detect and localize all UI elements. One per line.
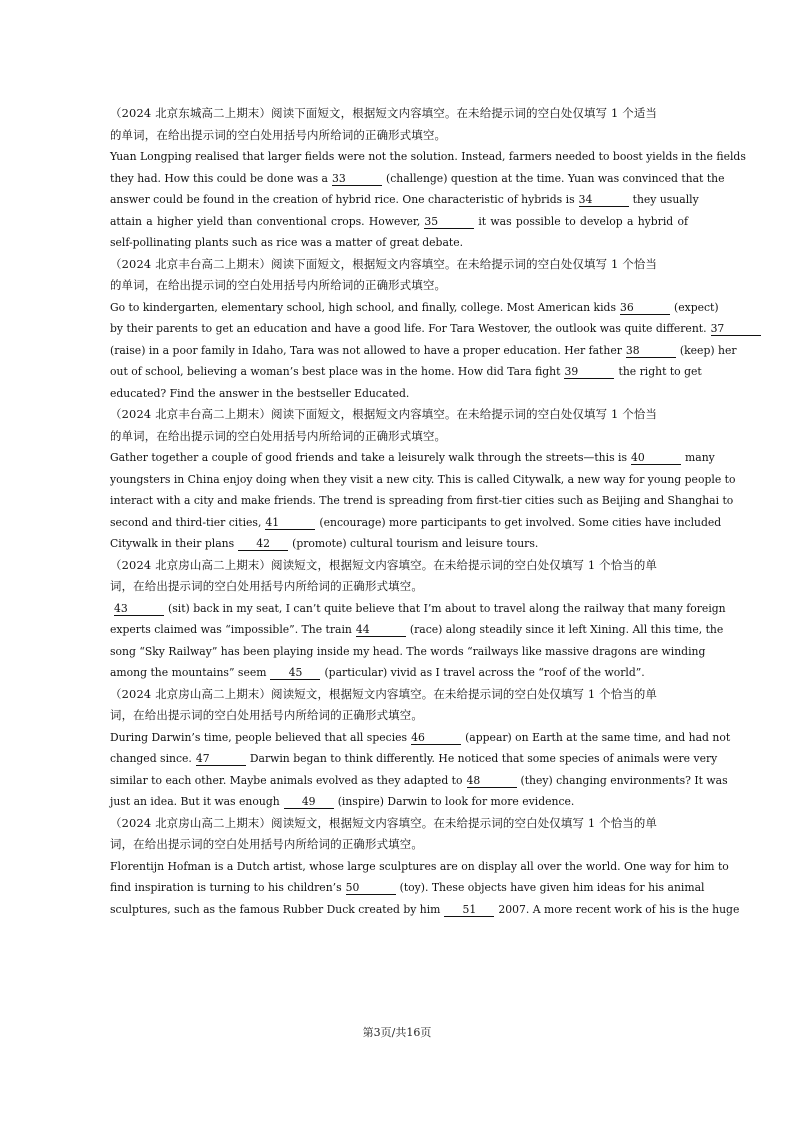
answer-blank: 50 <box>346 881 396 895</box>
passage-line <box>110 727 731 749</box>
section-instruction: （2024 北京丰台高二上期末）阅读下面短文，根据短文内容填空。在未给提示词的空白处仅填写 1 个恰当 <box>110 407 658 421</box>
answer-blank: 47 <box>196 752 246 766</box>
exercise-section <box>110 103 746 254</box>
passage-text: (raise) in a poor family in Idaho, Tara was not allowed to have a proper education. Her father <box>110 343 622 357</box>
passage-text: educated? Find the answer in the bestseller Educated. <box>110 386 410 400</box>
passage-text: (race) along steadily since it left Xining. All this time, the <box>409 623 724 636</box>
answer-blank: 42 <box>238 537 288 551</box>
section-instruction: 词，在给出提示词的空白处用括号内所给词的正确形式填空。 <box>110 708 423 722</box>
answer-blank: 45 <box>270 666 320 680</box>
passage-text: similar to each other. Maybe animals evolved as they adapted to <box>110 773 463 787</box>
passage-text: experts claimed was “impossible”. The train <box>110 623 352 636</box>
passage-text: they had. How this could be done was a <box>110 171 328 185</box>
answer-blank: 41 <box>265 516 315 530</box>
section-instruction: （2024 北京房山高二上期末）阅读短文，根据短文内容填空。在未给提示词的空白处仅填写 1 个恰当的单 <box>110 686 658 701</box>
passage-text: (sit) back in my seat, I can’t quite believe that I’m about to travel along the railway that many foreign <box>168 601 726 615</box>
section-instruction: （2024 北京东城高二上期末）阅读下面短文，根据短文内容填空。在未给提示词的空白处仅填写 1 个适当 <box>110 106 658 120</box>
passage-line <box>110 490 734 512</box>
passage-text: (challenge) question at the time. Yuan was convinced that the <box>386 171 725 185</box>
passage-line <box>110 856 729 878</box>
passage-line <box>110 641 706 663</box>
passage-text: just an idea. But it was enough <box>110 795 280 808</box>
answer-blank: 33 <box>332 172 382 186</box>
passage-line <box>110 318 725 340</box>
passage-text: second and third-tier cities, <box>110 515 262 529</box>
passage-text: Florentijn Hofman is a Dutch artist, whose large sculptures are on display all over the world. One way for him to <box>110 859 729 873</box>
passage-text: (promote) cultural tourism and leisure tours. <box>292 537 539 550</box>
passage-text: by their parents to get an education and have a good life. For Tara Westover, the outlook was quite different. <box>110 322 707 335</box>
exercise-section <box>110 555 726 684</box>
section-instruction: 的单词，在给出提示词的空白处用括号内所给词的正确形式填空。 <box>110 127 447 142</box>
passage-text: sculptures, such as the famous Rubber Duck created by him <box>110 902 441 916</box>
passage-text: find inspiration is turning to his children’s <box>110 881 342 894</box>
passage-text: it was possible to develop a hybrid of <box>478 214 688 228</box>
answer-blank: 48 <box>467 774 517 788</box>
passage-line <box>110 168 725 190</box>
answer-blank: 34 <box>579 193 629 207</box>
passage-line <box>110 469 736 491</box>
passage-text: (encourage) more participants to get involved. Some cities have included <box>319 515 722 529</box>
passage-line <box>110 598 726 620</box>
passage-line <box>110 770 728 792</box>
answer-blank: 51 <box>444 903 494 917</box>
answer-blank: 40 <box>631 451 681 465</box>
page-number: 第3页/共16页 <box>362 1026 432 1039</box>
passage-line <box>110 232 688 254</box>
answer-blank: 38 <box>626 344 676 358</box>
passage-text: the right to get <box>618 365 702 378</box>
passage-text: they usually <box>632 193 699 206</box>
section-instruction: （2024 北京丰台高二上期末）阅读下面短文，根据短文内容填空。在未给提示词的空白处仅填写 1 个恰当 <box>110 256 658 271</box>
passage-text: (expect) <box>674 300 719 314</box>
answer-blank: 43 <box>114 602 164 616</box>
passage-text: interact with a city and make friends. The trend is spreading from first-tier cities such as Beijing and Shanghai to <box>110 494 734 507</box>
section-instruction: 词，在给出提示词的空白处用括号内所给词的正确形式填空。 <box>110 837 423 851</box>
passage-text: (they) changing environments? It was <box>520 773 728 787</box>
passage-line <box>110 512 722 534</box>
passage-text: youngsters in China enjoy doing when they visit a new city. This is called Citywalk, a new way for young people to <box>110 472 736 486</box>
section-instruction: （2024 北京房山高二上期末）阅读短文，根据短文内容填空。在未给提示词的空白处仅填写 1 个恰当的单 <box>110 557 658 572</box>
passage-line <box>110 748 718 770</box>
passage-text: answer could be found in the creation of hybrid rice. One characteristic of hybrids is <box>110 193 575 206</box>
passage-line <box>110 791 688 813</box>
passage-text: self-pollinating plants such as rice was a matter of great debate. <box>110 236 464 249</box>
passage-line <box>110 877 705 899</box>
answer-blank: 35 <box>424 215 474 229</box>
exercise-section <box>110 813 740 921</box>
exercise-section <box>110 254 737 405</box>
passage-line <box>110 899 740 921</box>
answer-blank: 44 <box>356 623 406 637</box>
passage-line <box>110 383 688 405</box>
passage-text: Yuan Longping realised that larger fields were not the solution. Instead, farmers needed to boost yields in the fields <box>110 150 746 163</box>
section-instruction: 的单词，在给出提示词的空白处用括号内所给词的正确形式填空。 <box>110 428 447 443</box>
exercise-section <box>110 684 731 813</box>
passage-text: Darwin began to think differently. He noticed that some species of animals were very <box>249 752 718 765</box>
passage-text: Go to kindergarten, elementary school, high school, and finally, college. Most American kids <box>110 300 616 314</box>
passage-line <box>110 340 737 362</box>
answer-blank: 49 <box>284 795 334 809</box>
passage-text: song “Sky Railway” has been playing inside my head. The words “railways like massive dragons are winding <box>110 644 706 658</box>
passage-text: (appear) on Earth at the same time, and had not <box>465 730 731 744</box>
answer-blank: 37 <box>711 322 761 336</box>
passage-line <box>110 297 719 319</box>
passage-text: (toy). These objects have given him ideas for his animal <box>399 881 705 894</box>
passage-text: (keep) her <box>679 343 737 357</box>
passage-text: attain a higher yield than conventional crops. However, <box>110 214 421 228</box>
exercise-section <box>110 404 736 555</box>
answer-blank: 36 <box>620 301 670 315</box>
passage-text: changed since. <box>110 752 192 765</box>
passage-text: (inspire) Darwin to look for more evidence. <box>337 795 575 808</box>
passage-line <box>110 189 699 211</box>
passage-line <box>110 361 702 383</box>
passage-line <box>110 619 724 641</box>
passage-line <box>110 211 688 233</box>
passage-text: Citywalk in their plans <box>110 537 235 550</box>
passage-line <box>110 533 688 555</box>
passage-text: (particular) vivid as I travel across the “roof of the world”. <box>324 666 645 679</box>
passage-text: among the mountains” seem <box>110 666 267 679</box>
passage-text: out of school, believing a woman’s best place was in the home. How did Tara fight <box>110 365 561 378</box>
exercise-content <box>110 103 746 920</box>
passage-line <box>110 146 746 168</box>
passage-line <box>110 662 688 684</box>
passage-text: During Darwin’s time, people believed that all species <box>110 730 408 744</box>
answer-blank: 39 <box>564 365 614 379</box>
answer-blank: 46 <box>411 731 461 745</box>
passage-text: many <box>685 451 715 464</box>
section-instruction: 词，在给出提示词的空白处用括号内所给词的正确形式填空。 <box>110 579 423 593</box>
passage-text: 2007. A more recent work of his is the huge <box>498 902 740 916</box>
passage-text: Gather together a couple of good friends and take a leisurely walk through the streets—this is <box>110 451 628 464</box>
passage-line <box>110 447 715 469</box>
section-instruction: （2024 北京房山高二上期末）阅读短文，根据短文内容填空。在未给提示词的空白处仅填写 1 个恰当的单 <box>110 815 658 830</box>
section-instruction: 的单词，在给出提示词的空白处用括号内所给词的正确形式填空。 <box>110 278 447 292</box>
